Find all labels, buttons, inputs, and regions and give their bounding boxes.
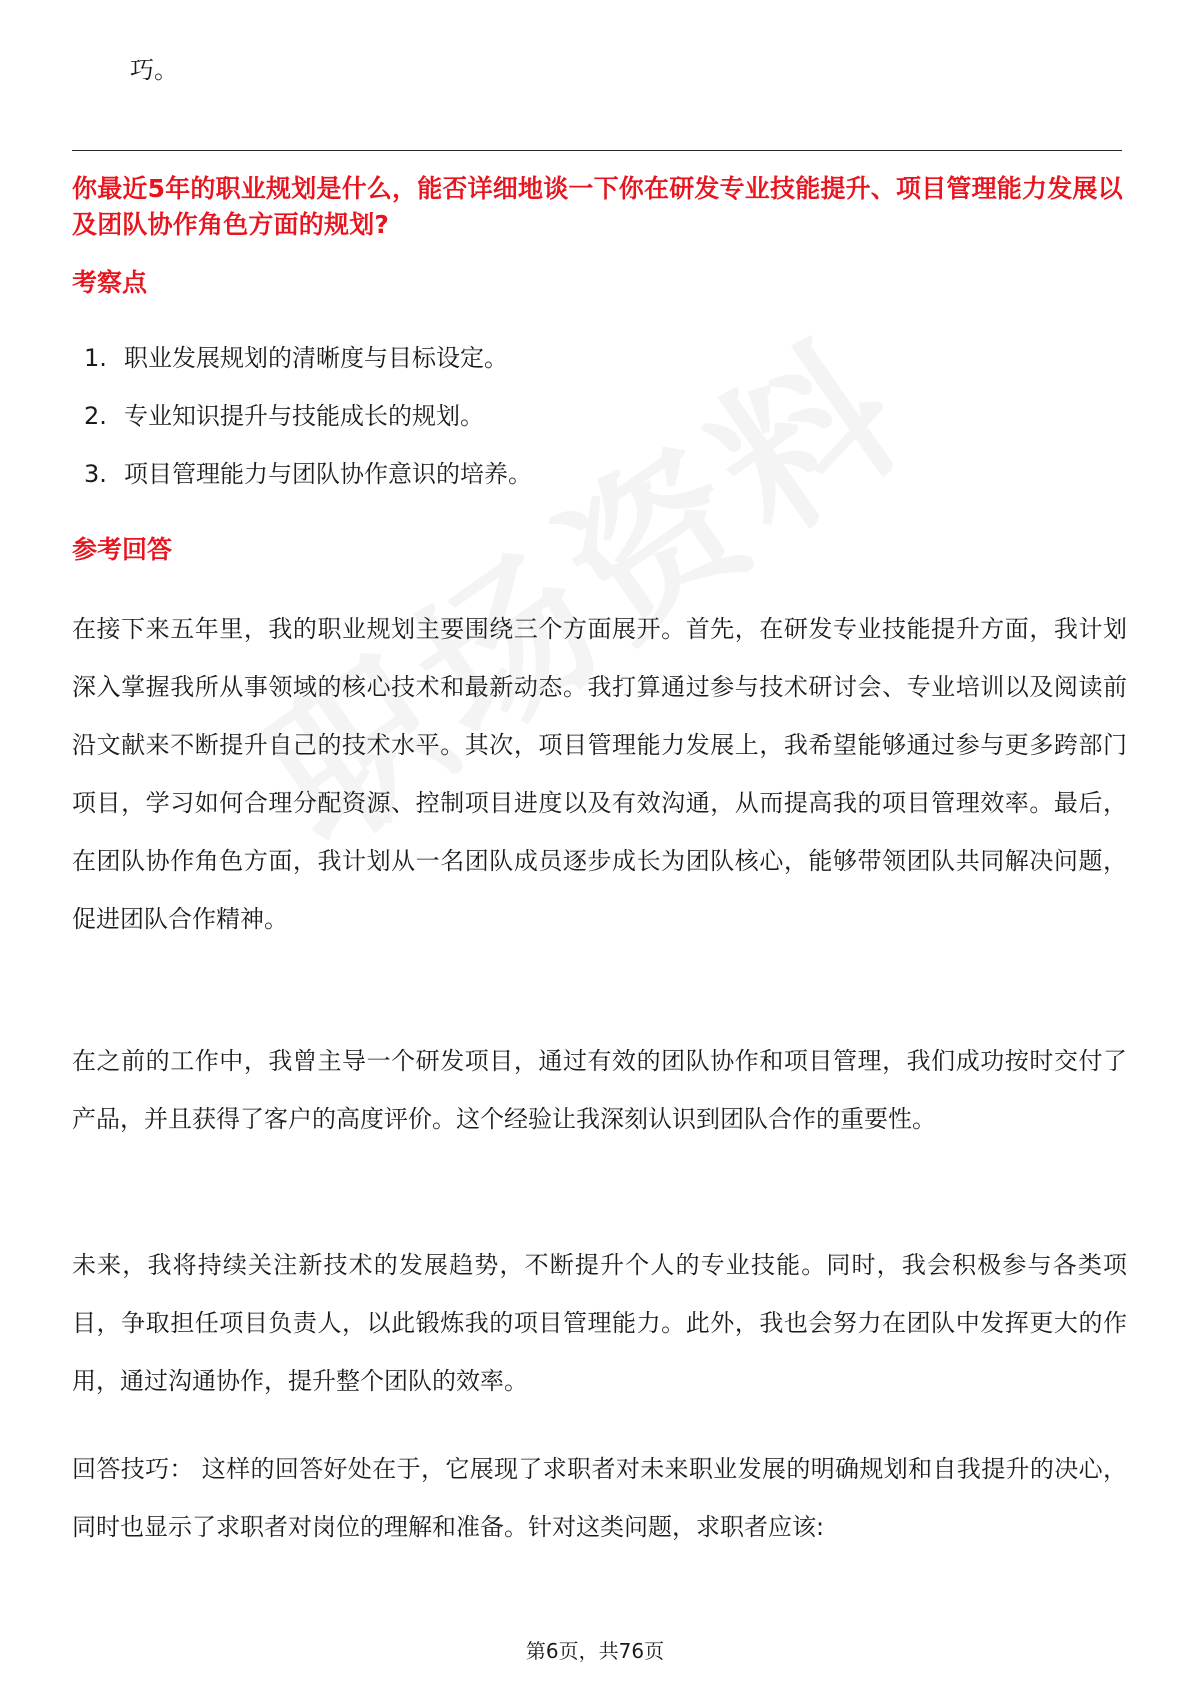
list-item-text: 项目管理能力与团队协作意识的培养。 xyxy=(124,460,532,488)
list-item-number: 3. xyxy=(84,460,107,488)
question-heading: 你最近5年的职业规划是什么，能否详细地谈一下你在研发专业技能提升、项目管理能力发展以及团队协作角色方面的规划? xyxy=(72,174,1123,239)
list-item-number: 2. xyxy=(84,402,107,430)
list-item-number: 1. xyxy=(84,344,107,372)
answer-tips-paragraph: 回答技巧： 这样的回答好处在于，它展现了求职者对未来职业发展的明确规划和自我提升的决心，同时也显示了求职者对岗位的理解和准备。针对这类问题，求职者应该: xyxy=(72,1455,1127,1541)
list-item-text: 专业知识提升与技能成长的规划。 xyxy=(124,402,484,430)
carry-over-text: 巧。 xyxy=(130,56,178,84)
list-item xyxy=(84,456,532,514)
focus-points-title: 考察点 xyxy=(72,268,148,297)
list-item xyxy=(84,340,532,398)
page-number: 第6页，共76页 xyxy=(525,1639,665,1663)
reference-answer-title: 参考回答 xyxy=(72,535,173,564)
list-item xyxy=(84,398,532,456)
answer-paragraph: 在接下来五年里，我的职业规划主要围绕三个方面展开。首先，在研发专业技能提升方面，我计划深入掌握我所从事领域的核心技术和最新动态。我打算通过参与技术研讨会、专业培训以及阅读前沿文献来不断提升自己的技术水平。其次，项目管理能力发展上，我希望能够通过参与更多跨部门项目，学习如何合理分配资源、控制项目进度以及有效沟通，从而提高我的项目管理效率。最后，在团队协作角色方面，我计划从一名团队成员逐步成长为团队核心，能够带领团队共同解决问题，促进团队合作精神。 xyxy=(72,615,1127,933)
answer-paragraph: 未来，我将持续关注新技术的发展趋势，不断提升个人的专业技能。同时，我会积极参与各类项目，争取担任项目负责人，以此锻炼我的项目管理能力。此外，我也会努力在团队中发挥更大的作用，通过沟通协作，提升整个团队的效率。 xyxy=(72,1251,1127,1395)
answer-paragraph: 在之前的工作中，我曾主导一个研发项目，通过有效的团队协作和项目管理，我们成功按时交付了产品，并且获得了客户的高度评价。这个经验让我深刻认识到团队合作的重要性。 xyxy=(72,1047,1127,1133)
list-item-text: 职业发展规划的清晰度与目标设定。 xyxy=(124,344,508,372)
section-divider xyxy=(72,150,1122,151)
focus-points-list xyxy=(84,340,532,514)
